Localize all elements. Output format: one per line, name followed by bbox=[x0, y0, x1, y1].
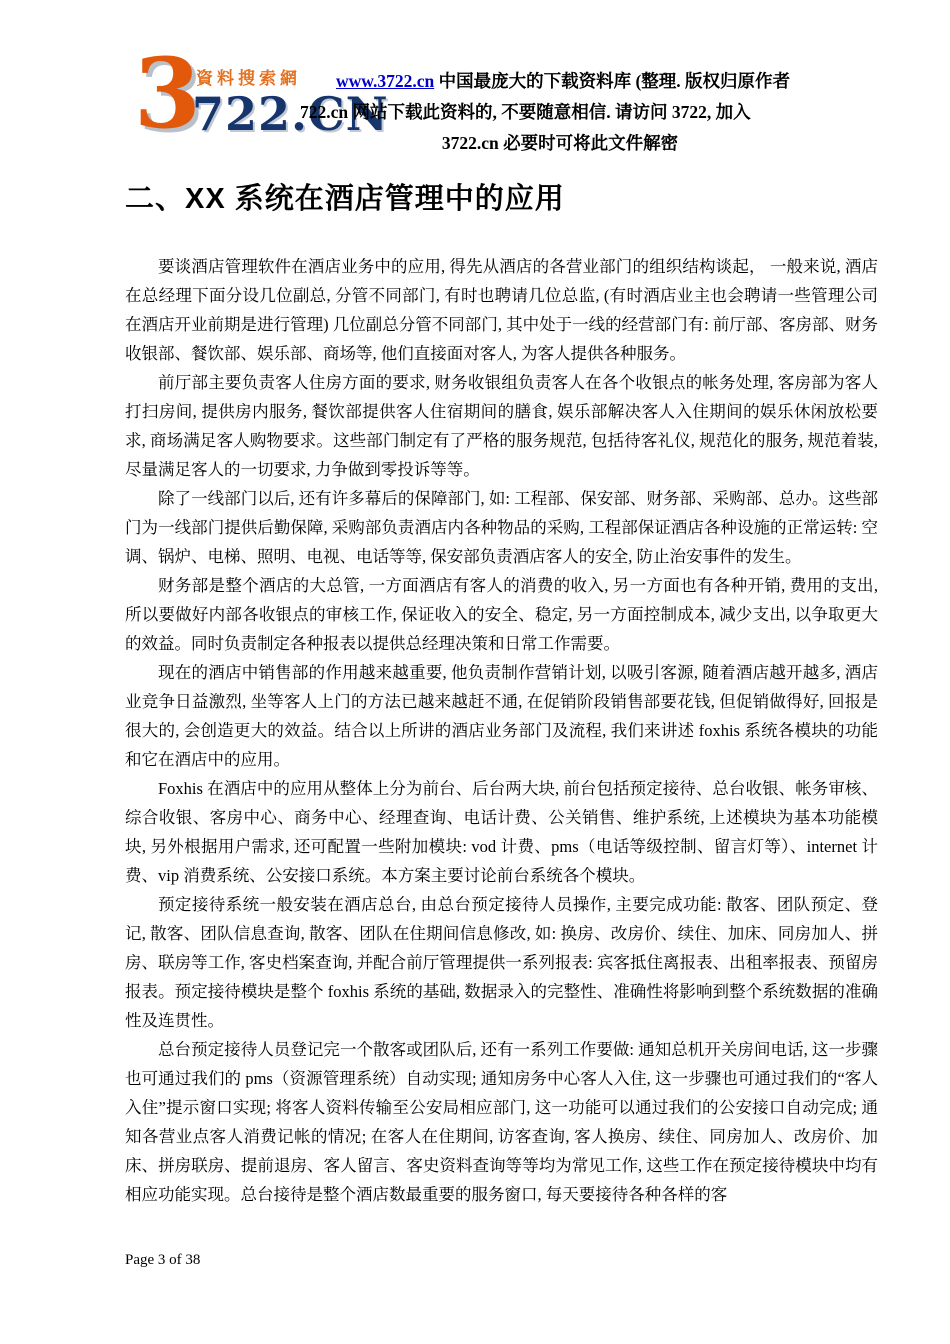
logo-tagline: 資料搜索網 bbox=[196, 69, 301, 88]
page-title: 二、XX 系统在酒店管理中的应用 bbox=[125, 183, 565, 215]
paragraph-2: 前厅部主要负责客人住房方面的要求, 财务收银组负责客人在各个收银点的帐务处理, 客房部为客人打扫房间, 提供房内服务, 餐饮部提供客人住宿期间的膳食, 娱乐部解决客人入住期间的娱乐休闲放松要求, 商场满足客人购物要求。这些部门制定有了严格的服务规范, 包括待客礼仪, 规范化的服务, 规范着装, 尽量满足客人的一切要求, 力争做到零投诉等等。 bbox=[125, 373, 878, 479]
paragraph-7: 预定接待系统一般安装在酒店总台, 由总台预定接待人员操作, 主要完成功能: 散客、团队预定、登记, 散客、团队信息查询, 散客、团队在住期间信息修改, 如: 换房、改房价、续住、加床、同房加人、拼房、联房等工作, 客史档案查询, 并配合前厅管理提供一系列报表: 宾客抵住离报表、出租率报表、预留房报表。预定接待模块是整个 foxhis 系统的基础, 数据录入的完整性、准确性将影响到整个系统数据的准确性及连贯性。 bbox=[125, 895, 878, 1030]
page-number: Page 3 of 38 bbox=[125, 1252, 201, 1268]
logo-text: 722.CN bbox=[192, 87, 389, 141]
paragraph-5: 现在的酒店中销售部的作用越来越重要, 他负责制作营销计划, 以吸引客源, 随着酒店越开越多, 酒店业竞争日益激烈, 坐等客人上门的方法已越来越赶不通, 在促销阶段销售部要花钱, 但促销做得好, 回报是很大的, 会创造更大的效益。结合以上所讲的酒店业务部门及流程, 我们来讲述 foxhis 系统各模块的功能和它在酒店中的应用。 bbox=[125, 663, 879, 769]
header-line-1-text: 中国最庞大的下载资料库 (整理. 版权归原作者 bbox=[434, 71, 791, 91]
paragraph-6: Foxhis 在酒店中的应用从整体上分为前台、后台两大块, 前台包括预定接待、总台收银、帐务审核、综合收银、客房中心、商务中心、经理查询、电话计费、公关销售、维护系统, 上述模块为基本功能模块, 另外根据用户需求, 还可配置一些附加模块: vod 计费、pms（电话等级控制、留言灯等）、internet 计费、vip 消费系统、公安接口系统。本方案主要讨论前台系统各个模块。 bbox=[125, 779, 879, 885]
paragraph-1: 要谈酒店管理软件在酒店业务中的应用, 得先从酒店的各营业部门的组织结构谈起， 一般来说, 酒店在总经理下面分设几位副总, 分管不同部门, 有时也聘请几位总监, (有时酒店业主也会聘请一些管理公司在酒店开业前期是进行管理) 几位副总分管不同部门, 其中处于一线的经营部门有: 前厅部、客房部、财务收银部、餐饮部、娱乐部、商场等, 他们直接面对客人, 为客人提供各种服务。 bbox=[125, 257, 879, 363]
paragraph-3: 除了一线部门以后, 还有许多幕后的保障部门, 如: 工程部、保安部、财务部、采购部、总办。这些部门为一线部门提供后勤保障, 采购部负责酒店内各种物品的采购, 工程部保证酒店各种设施的正常运转: 空调、锅炉、电梯、照明、电视、电话等等, 保安部负责酒店客人的安全, 防止治安事件的发生。 bbox=[125, 489, 878, 566]
site-link[interactable]: www.3722.cn bbox=[336, 71, 435, 91]
logo-digit: 3 bbox=[134, 37, 201, 150]
header-line-3: 3722.cn 必要时可将此文件解密 bbox=[441, 133, 679, 153]
header-line-1 bbox=[300, 66, 880, 97]
paragraph-4: 财务部是整个酒店的大总管, 一方面酒店有客人的消费的收入, 另一方面也有各种开销, 费用的支出, 所以要做好内部各收银点的审核工作, 保证收入的安全、稳定, 另一方面控制成本, 减少支出, 以争取更大的效益。同时负责制定各种报表以提供总经理决策和日常工作需要。 bbox=[125, 576, 878, 653]
header-line-2: 722.cn 网站下载此资料的, 不要随意相信. 请访问 3722, 加入 bbox=[300, 102, 751, 122]
header-notice bbox=[300, 66, 880, 159]
paragraph-8: 总台预定接待人员登记完一个散客或团队后, 还有一系列工作要做: 通知总机开关房间电话, 这一步骤也可通过我们的 pms（资源管理系统）自动实现; 通知房务中心客人入住, 这一步骤也可通过我们的“客人入住”提示窗口实现; 将客人资料传输至公安局相应部门, 这一功能可以通过我们的公安接口自动完成; 通知各营业点客人消费记帐的情况; 在客人在住期间, 访客查询, 客人换房、续住、同房加人、改房价、加床、拼房联房、提前退房、客人留言、客史资料查询等等均为常见工作, 这些工作在预定接待模块中均有相应功能实现。总台接待是整个酒店数最重要的服务窗口, 每天要接待各种各样的客 bbox=[125, 1040, 878, 1204]
document-body bbox=[125, 252, 878, 1209]
